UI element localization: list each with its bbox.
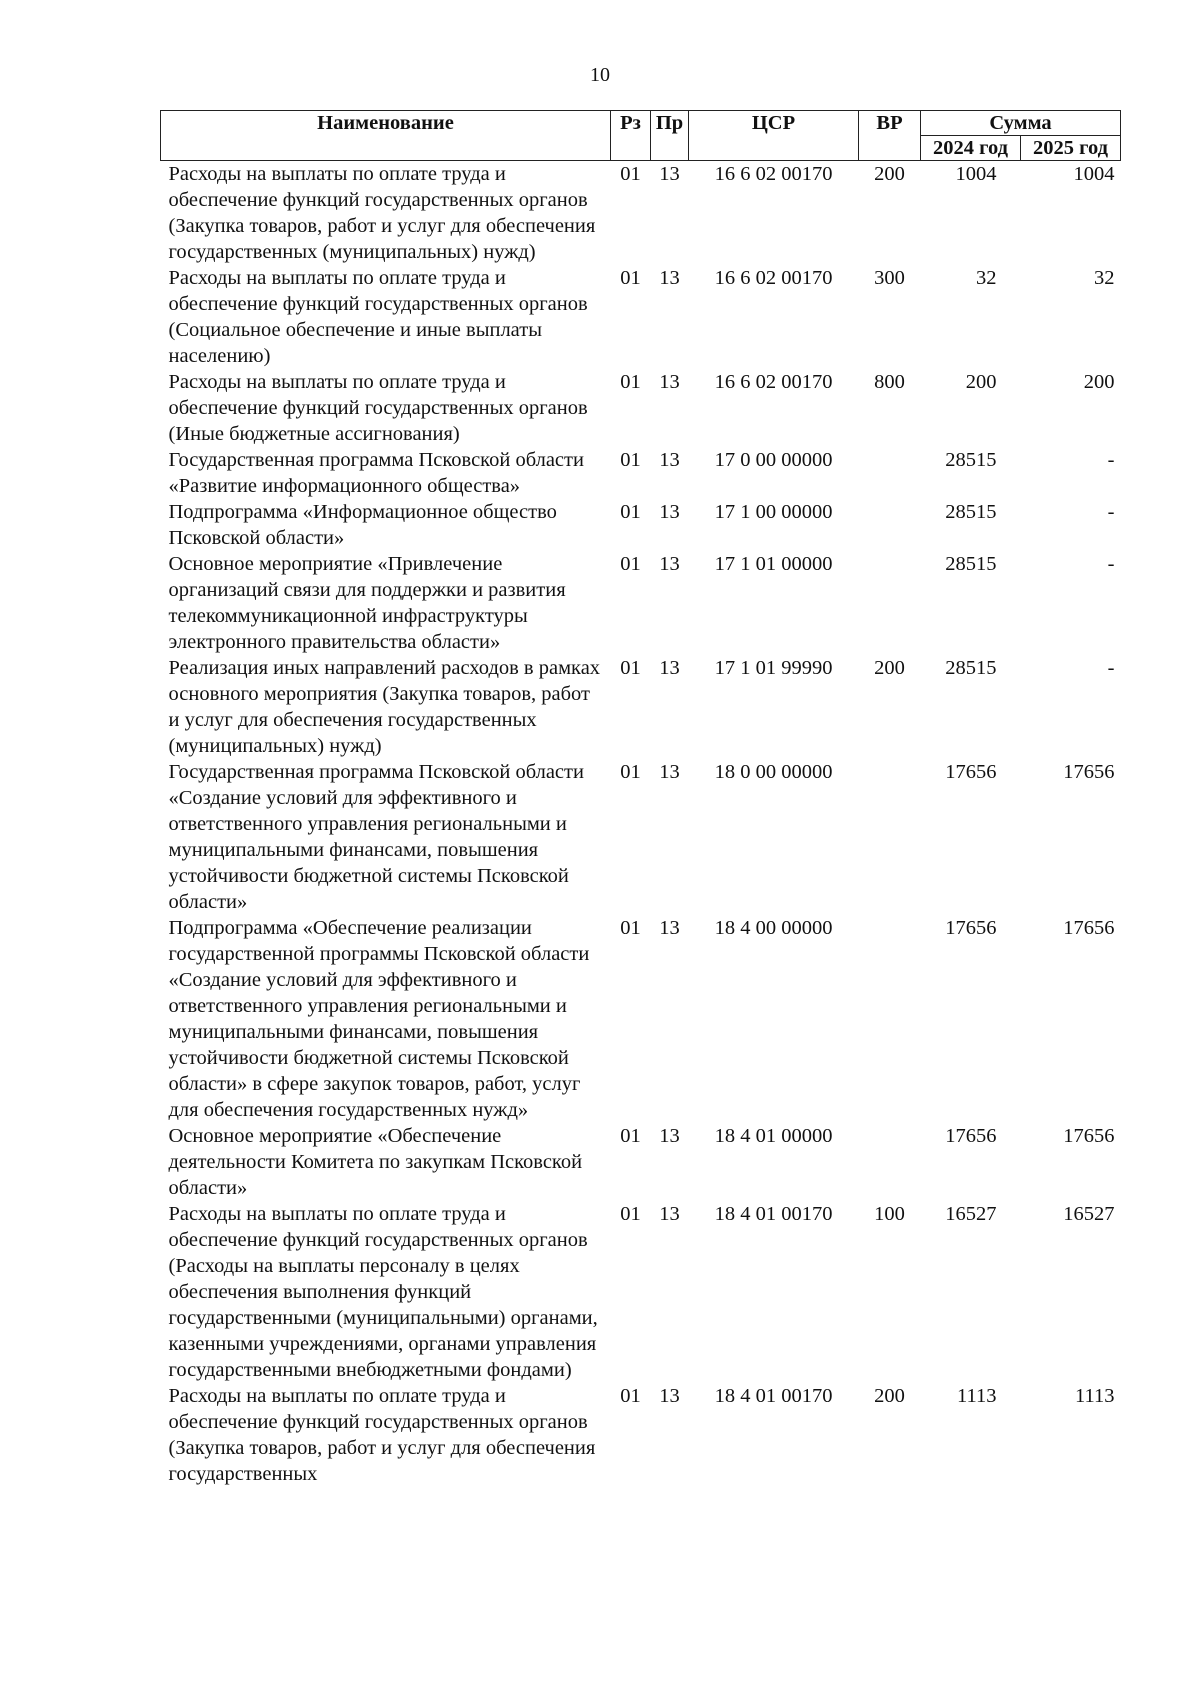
cell-rz: 01 (620, 163, 641, 185)
cell-sum-2025: 16527 (1063, 1203, 1115, 1225)
cell-rz: 01 (620, 761, 641, 783)
cell-pr: 13 (659, 267, 680, 289)
cell-csr: 18 4 00 00000 (714, 917, 833, 939)
cell-name: Подпрограмма «Информационное общество Псковской области» (168, 501, 557, 549)
cell-name: Расходы на выплаты по оплате труда и обеспечение функций государственных органов (Социальное обеспечение и иные выплаты населению) (168, 267, 588, 367)
cell-sum-2024: 28515 (945, 553, 997, 575)
cell-sum-2024: 28515 (945, 657, 997, 679)
cell-csr: 18 4 01 00000 (714, 1125, 833, 1147)
cell-pr: 13 (659, 761, 680, 783)
budget-table (160, 110, 1121, 1487)
table-row (161, 369, 1121, 447)
cell-vr: 100 (874, 1203, 905, 1225)
cell-sum-2024: 28515 (945, 501, 997, 523)
cell-sum-2025: - (1107, 657, 1115, 679)
table-row (161, 1201, 1121, 1383)
cell-csr: 16 6 02 00170 (714, 371, 833, 393)
cell-sum-2024: 17656 (945, 1125, 997, 1147)
page-number: 10 (590, 64, 610, 86)
cell-sum-2025: - (1107, 501, 1115, 523)
cell-pr: 13 (659, 371, 680, 393)
cell-csr: 17 1 01 99990 (714, 657, 833, 679)
cell-sum-2024: 1004 (955, 163, 997, 185)
cell-name: Расходы на выплаты по оплате труда и обеспечение функций государственных органов (Расходы на выплаты персоналу в целях обеспечения выполнения функций государственными (муниципальными) органами, казенными учреждениями, органами управления государственными внебюджетными фондами) (168, 1203, 598, 1381)
cell-pr: 13 (659, 1385, 680, 1407)
table-header (161, 111, 1121, 161)
table-row (161, 551, 1121, 655)
cell-pr: 13 (659, 501, 680, 523)
cell-vr: 300 (874, 267, 905, 289)
cell-vr: 200 (874, 657, 905, 679)
cell-pr: 13 (659, 449, 680, 471)
cell-csr: 17 1 00 00000 (714, 501, 833, 523)
cell-name: Подпрограмма «Обеспечение реализации государственной программы Псковской области «Создание условий для эффективного и ответственного управления региональными и муниципальными финансами, повышения устойчивости бюджетной системы Псковской области» в сфере закупок товаров, работ, услуг для обеспечения государственных нужд» (168, 917, 590, 1121)
cell-name: Расходы на выплаты по оплате труда и обеспечение функций государственных органов (Закупка товаров, работ и услуг для обеспечения государственных (муниципальных) нужд) (168, 163, 596, 263)
table-row (161, 759, 1121, 915)
header-year-2025: 2025 год (1021, 136, 1121, 161)
table-row (161, 447, 1121, 499)
cell-csr: 18 0 00 00000 (714, 761, 833, 783)
cell-csr: 18 4 01 00170 (714, 1203, 833, 1225)
cell-sum-2025: 17656 (1063, 917, 1115, 939)
cell-vr (859, 759, 921, 915)
cell-pr: 13 (659, 1203, 680, 1225)
cell-pr: 13 (659, 163, 680, 185)
cell-csr: 16 6 02 00170 (714, 163, 833, 185)
header-name: Наименование (161, 111, 611, 161)
cell-name: Основное мероприятие «Обеспечение деятельности Комитета по закупкам Псковской области» (168, 1125, 583, 1199)
cell-sum-2025: 1004 (1073, 163, 1115, 185)
header-csr: ЦСР (689, 111, 859, 161)
table-row (161, 499, 1121, 551)
cell-vr (859, 1123, 921, 1201)
table-row (161, 265, 1121, 369)
cell-rz: 01 (620, 501, 641, 523)
cell-sum-2024: 32 (976, 267, 997, 289)
cell-name: Основное мероприятие «Привлечение организаций связи для поддержки и развития телекоммуникационной инфраструктуры электронного правительства области» (168, 553, 566, 653)
cell-sum-2024: 200 (965, 371, 997, 393)
cell-name: Расходы на выплаты по оплате труда и обеспечение функций государственных органов (Закупка товаров, работ и услуг для обеспечения государственных (168, 1385, 596, 1485)
table-body (161, 161, 1121, 1488)
table-row (161, 655, 1121, 759)
cell-sum-2025: 1113 (1075, 1385, 1115, 1407)
cell-csr: 18 4 01 00170 (714, 1385, 833, 1407)
cell-sum-2025: 17656 (1063, 1125, 1115, 1147)
cell-vr (859, 447, 921, 499)
table-row (161, 915, 1121, 1123)
header-rz: Рз (611, 111, 651, 161)
cell-rz: 01 (620, 1385, 641, 1407)
cell-vr: 200 (874, 163, 905, 185)
cell-rz: 01 (620, 1203, 641, 1225)
cell-rz: 01 (620, 917, 641, 939)
cell-name: Реализация иных направлений расходов в рамках основного мероприятия (Закупка товаров, работ и услуг для обеспечения государственных (муниципальных) нужд) (168, 657, 601, 757)
cell-csr: 16 6 02 00170 (714, 267, 833, 289)
cell-sum-2025: - (1107, 449, 1115, 471)
cell-sum-2025: 200 (1083, 371, 1115, 393)
header-sum: Сумма (921, 111, 1121, 136)
cell-sum-2024: 16527 (945, 1203, 997, 1225)
cell-name: Расходы на выплаты по оплате труда и обеспечение функций государственных органов (Иные бюджетные ассигнования) (168, 371, 588, 445)
cell-rz: 01 (620, 371, 641, 393)
cell-rz: 01 (620, 553, 641, 575)
cell-name: Государственная программа Псковской области «Развитие информационного общества» (168, 449, 584, 497)
cell-pr: 13 (659, 553, 680, 575)
cell-pr: 13 (659, 1125, 680, 1147)
cell-sum-2024: 28515 (945, 449, 997, 471)
cell-rz: 01 (620, 267, 641, 289)
cell-vr (859, 915, 921, 1123)
cell-sum-2025: 32 (1094, 267, 1115, 289)
cell-sum-2025: - (1107, 553, 1115, 575)
table-row (161, 161, 1121, 266)
cell-csr: 17 0 00 00000 (714, 449, 833, 471)
table-row (161, 1383, 1121, 1487)
header-vr: ВР (859, 111, 921, 161)
cell-rz: 01 (620, 657, 641, 679)
cell-sum-2024: 17656 (945, 761, 997, 783)
cell-vr: 800 (874, 371, 905, 393)
cell-vr (859, 499, 921, 551)
cell-sum-2024: 1113 (957, 1385, 997, 1407)
cell-pr: 13 (659, 657, 680, 679)
cell-csr: 17 1 01 00000 (714, 553, 833, 575)
cell-sum-2025: 17656 (1063, 761, 1115, 783)
table-row (161, 1123, 1121, 1201)
cell-sum-2024: 17656 (945, 917, 997, 939)
header-year-2024: 2024 год (921, 136, 1021, 161)
cell-vr: 200 (874, 1385, 905, 1407)
cell-name: Государственная программа Псковской области «Создание условий для эффективного и ответственного управления региональными и муниципальными финансами, повышения устойчивости бюджетной системы Псковской области» (168, 761, 584, 913)
cell-rz: 01 (620, 1125, 641, 1147)
cell-pr: 13 (659, 917, 680, 939)
cell-rz: 01 (620, 449, 641, 471)
header-pr: Пр (651, 111, 689, 161)
cell-vr (859, 551, 921, 655)
